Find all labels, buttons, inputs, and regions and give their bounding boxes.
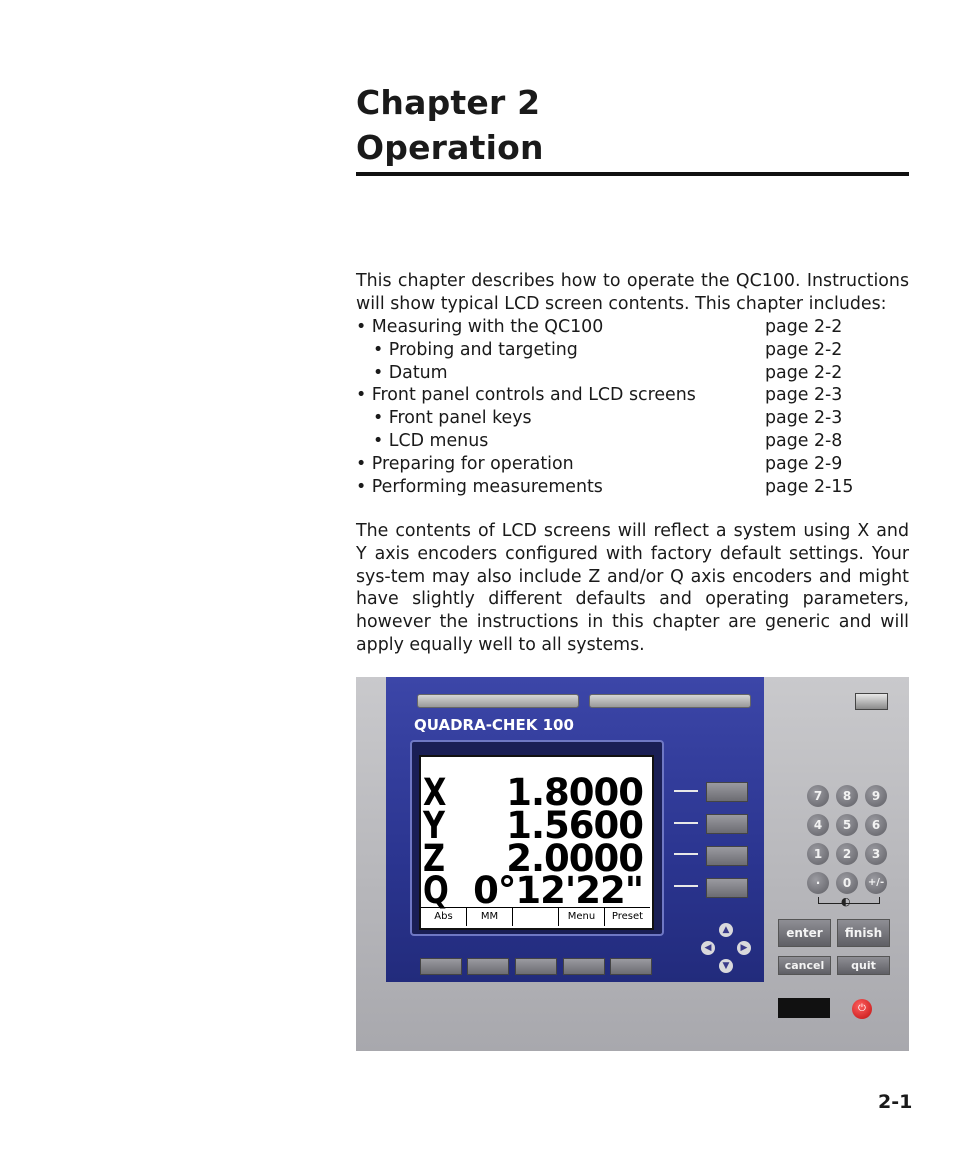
status-display [778,998,830,1018]
toc-item [356,407,909,430]
lcd-softkey-bar [421,907,650,926]
toc-page: page 2-2 [765,339,843,360]
toc-item [356,430,909,453]
toc-page: page 2-9 [765,453,843,474]
contrast-bracket [818,897,880,904]
toc-page: page 2-8 [765,430,843,451]
axis-value-x: 1.8000 [506,771,643,814]
softkey-label-menu: Menu [559,908,605,926]
title-rule [356,172,909,176]
printer-button [855,693,888,710]
numpad-key: 5 [836,814,858,836]
toc-item [356,339,909,362]
axis-label-y: Y [423,804,445,847]
toc-item [356,476,909,499]
device-brand: QUADRA-CHEK 100 [414,716,574,734]
softkey-label-blank [513,908,559,926]
key-indicator [674,853,698,855]
arrow-down-icon: ▼ [719,959,733,973]
arrow-right-icon: ▶ [737,941,751,955]
softkey-label-mm: MM [467,908,513,926]
numpad-key: +/- [865,872,887,894]
axis-zero-key-y [706,814,748,834]
numpad-key: 3 [865,843,887,865]
axis-zero-key-z [706,846,748,866]
toc-label: • Probing and targeting [373,339,578,360]
axis-zero-key-q [706,878,748,898]
chapter-contents-list [356,316,909,498]
arrow-left-icon: ◀ [701,941,715,955]
key-indicator [674,790,698,792]
toc-page: page 2-3 [765,385,843,406]
numpad-key: 4 [807,814,829,836]
toc-label: • LCD menus [373,430,489,451]
softkey-button [563,958,605,975]
intro-paragraph: This chapter describes how to operate the QC100. Instructions will show typical LCD screen contents. This chapter includes: [356,271,909,314]
numpad-key: 6 [865,814,887,836]
panel-slot [589,694,751,708]
toc-item [356,362,909,385]
toc-label: • Datum [373,362,448,383]
axis-value-z: 2.0000 [506,837,643,880]
axis-value-q: 0°12'22" [473,869,643,912]
body-paragraph: The contents of LCD screens will reflect a system using X and Y axis encoders configured with factory default settings. Your sys-tem may also include Z and/or Q axis encoders and might have slightly different defaults and operating parameters, however the instructions in this chapter are generic and will apply equally well to all systems. [356,521,909,655]
chapter-number: Chapter 2 [356,83,541,122]
toc-page: page 2-2 [765,362,843,383]
numpad-key: 8 [836,785,858,807]
enter-key: enter [778,919,831,947]
panel-slot [417,694,579,708]
toc-page: page 2-3 [765,408,843,429]
finish-key: finish [837,919,890,947]
toc-item [356,316,909,339]
chapter-title: Operation [356,128,544,167]
toc-label: • Measuring with the QC100 [356,317,604,337]
toc-label: • Preparing for operation [356,453,574,474]
axis-label-z: Z [423,837,446,880]
softkey-button [515,958,557,975]
quit-key: quit [837,956,890,975]
page-number: 2-1 [878,1091,913,1113]
numpad-key: 9 [865,785,887,807]
numpad-key: 0 [836,872,858,894]
numpad-key: 7 [807,785,829,807]
softkey-label-preset: Preset [611,911,644,922]
softkey-button [610,958,652,975]
softkey-button [420,958,462,975]
arrow-up-icon: ▲ [719,923,733,937]
numpad-key: 1 [807,843,829,865]
key-indicator [674,822,698,824]
axis-value-y: 1.5600 [506,804,643,847]
axis-label-x: X [423,771,447,814]
power-icon: ⏻ [852,999,872,1019]
contrast-icon: ◐ [841,895,851,908]
toc-label: • Front panel controls and LCD screens [356,385,696,406]
axis-label-q: Q [423,869,449,912]
toc-item [356,384,909,407]
numpad-key: · [807,872,829,894]
cancel-key: cancel [778,956,831,975]
toc-label: • Front panel keys [373,408,532,429]
numpad-key: 2 [836,843,858,865]
softkey-button [467,958,509,975]
toc-item [356,453,909,476]
axis-zero-key-x [706,782,748,802]
toc-page: page 2-2 [765,317,843,337]
toc-page: page 2-15 [765,476,854,497]
softkey-label-abs: Abs [421,908,467,926]
toc-label: • Performing measurements [356,476,603,497]
key-indicator [674,885,698,887]
